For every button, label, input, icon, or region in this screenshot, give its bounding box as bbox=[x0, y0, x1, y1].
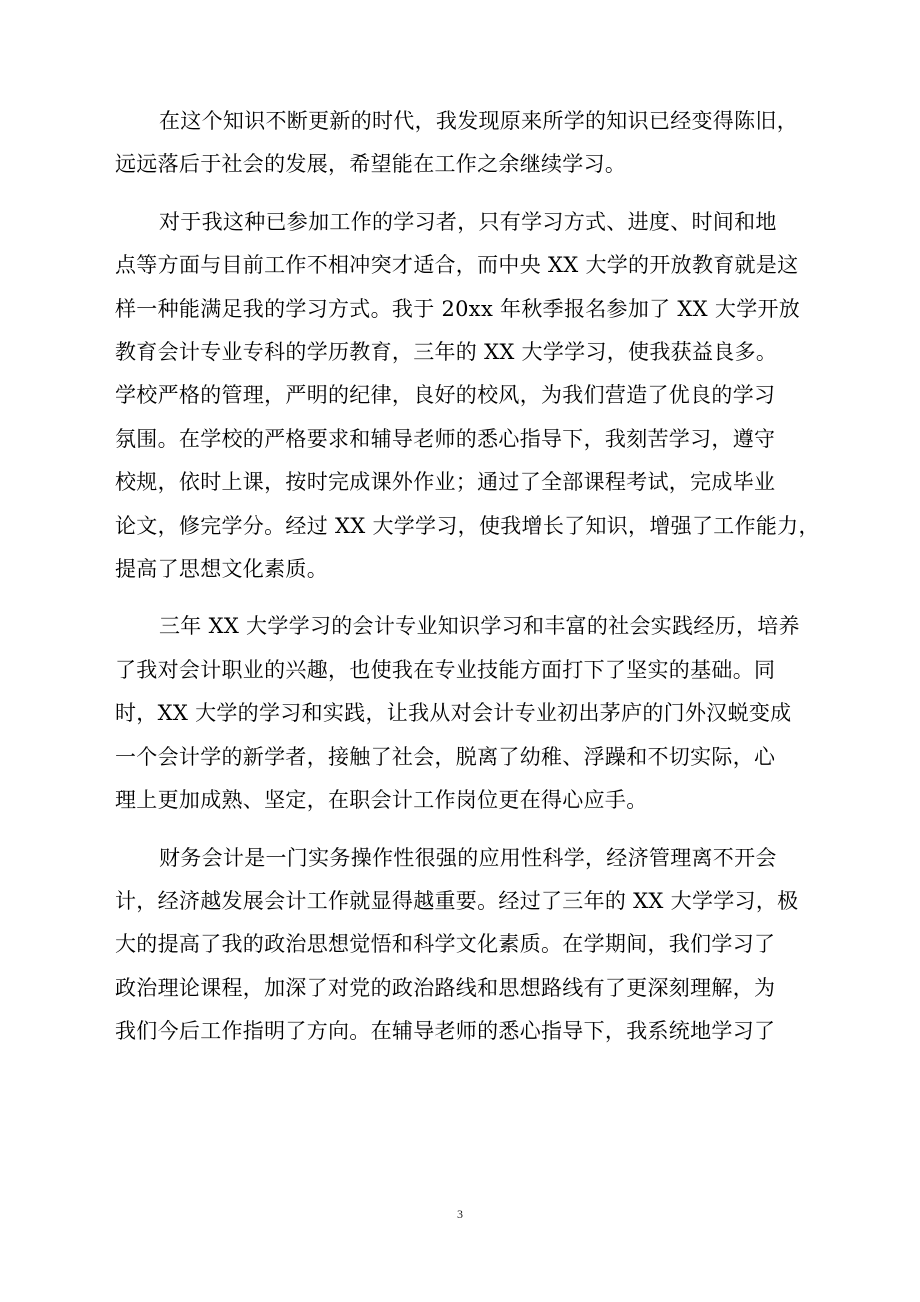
paragraph-1 bbox=[115, 100, 815, 187]
text-line: 论文，修完学分。经过 XX 大学学习，使我增长了知识，增强了工作能力， bbox=[115, 513, 820, 538]
text-line: 教育会计专业专科的学历教育，三年的 XX 大学学习，使我获益良多。 bbox=[115, 340, 778, 365]
text-line: 在这个知识不断更新的时代，我发现原来所学的知识已经变得陈旧， bbox=[159, 109, 798, 133]
text-line: 样一种能满足我的学习方式。我于 20xx 年秋季报名参加了 XX 大学开放 bbox=[115, 296, 801, 321]
text-line: 财务会计是一门实务操作性很强的应用性科学，经济管理离不开会 bbox=[159, 845, 777, 870]
text-line: 政治理论课程，加深了对党的政治路线和思想路线有了更深刻理解，为 bbox=[115, 975, 776, 1000]
paragraph-4 bbox=[115, 837, 815, 1054]
text-line: 时，XX 大学的学习和实践，让我从对会计专业初出茅庐的门外汉蜕变成 bbox=[115, 701, 792, 726]
text-line: 提高了思想文化素质。 bbox=[115, 557, 328, 582]
text-line: 我们今后工作指明了方向。在辅导老师的悉心指导下，我系统地学习了 bbox=[115, 1019, 776, 1044]
text-line: 计，经济越发展会计工作就显得越重要。经过了三年的 XX 大学学习，极 bbox=[115, 888, 799, 913]
paragraph-3 bbox=[115, 605, 815, 822]
page-number: 3 bbox=[457, 1207, 463, 1221]
paragraph-2 bbox=[115, 201, 820, 592]
text-line: 三年 XX 大学学习的会计专业知识学习和丰富的社会实践经历，培养 bbox=[159, 614, 800, 639]
text-line: 点等方面与目前工作不相冲突才适合，而中央 XX 大学的开放教育就是这 bbox=[115, 253, 799, 278]
text-line: 氛围。在学校的严格要求和辅导老师的悉心指导下，我刻苦学习，遵守 bbox=[115, 426, 776, 451]
text-line: 远远落后于社会的发展，希望能在工作之余继续学习。 bbox=[115, 152, 627, 177]
text-line: 学校严格的管理，严明的纪律，良好的校风，为我们营造了优良的学习 bbox=[115, 383, 776, 408]
text-line: 一个会计学的新学者，接触了社会，脱离了幼稚、浮躁和不切实际，心 bbox=[115, 744, 776, 769]
text-line: 对于我这种已参加工作的学习者，只有学习方式、进度、时间和地 bbox=[159, 209, 777, 234]
text-line: 了我对会计职业的兴趣，也使我在专业技能方面打下了坚实的基础。同 bbox=[115, 657, 776, 682]
text-line: 大的提高了我的政治思想觉悟和科学文化素质。在学期间，我们学习了 bbox=[115, 932, 776, 957]
text-line: 理上更加成熟、坚定，在职会计工作岗位更在得心应手。 bbox=[115, 788, 648, 813]
text-line: 校规，依时上课，按时完成课外作业；通过了全部课程考试，完成毕业 bbox=[115, 470, 776, 495]
body-text bbox=[115, 100, 820, 1068]
